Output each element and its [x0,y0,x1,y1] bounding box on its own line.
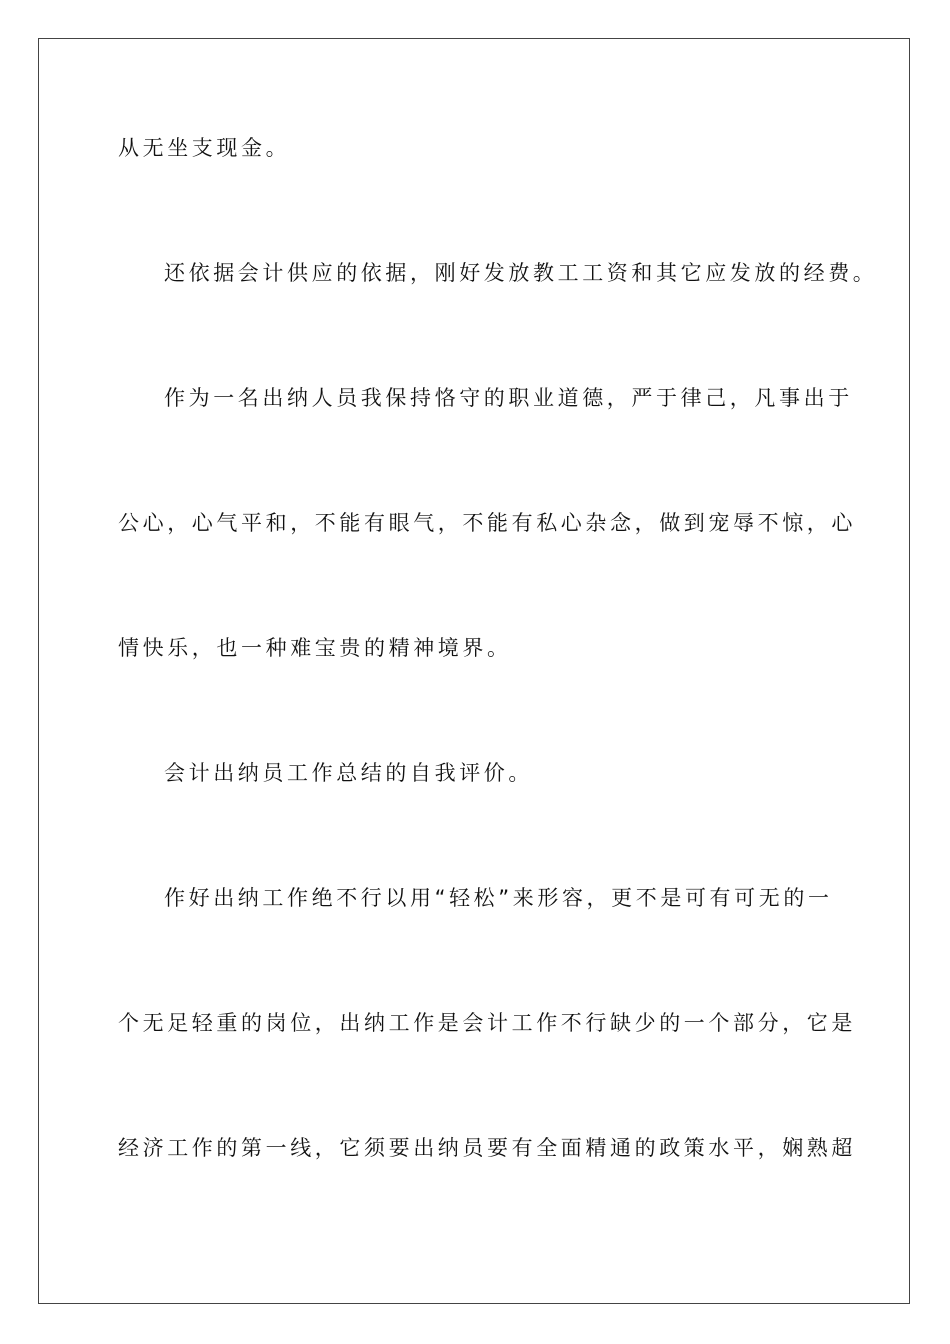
text-line-1: 从无坐支现金。 [118,136,291,160]
text-line-2: 还依据会计供应的依据，刚好发放教工工资和其它应发放的经费。 [164,261,878,285]
text-line-3: 作为一名出纳人员我保持恪守的职业道德，严于律己，凡事出于 [164,386,853,410]
text-line-4: 公心，心气平和，不能有眼气，不能有私心杂念，做到宠辱不惊，心 [118,511,856,535]
text-line-7: 作好出纳工作绝不行以用“轻松”来形容，更不是可有可无的一 [164,886,833,910]
text-line-8: 个无足轻重的岗位，出纳工作是会计工作不行缺少的一个部分，它是 [118,1011,856,1035]
text-line-5: 情快乐，也一种难宝贵的精神境界。 [118,636,512,660]
page-border [38,38,910,1304]
text-line-9: 经济工作的第一线，它须要出纳员要有全面精通的政策水平，娴熟超 [118,1136,856,1160]
text-line-6: 会计出纳员工作总结的自我评价。 [164,761,533,785]
